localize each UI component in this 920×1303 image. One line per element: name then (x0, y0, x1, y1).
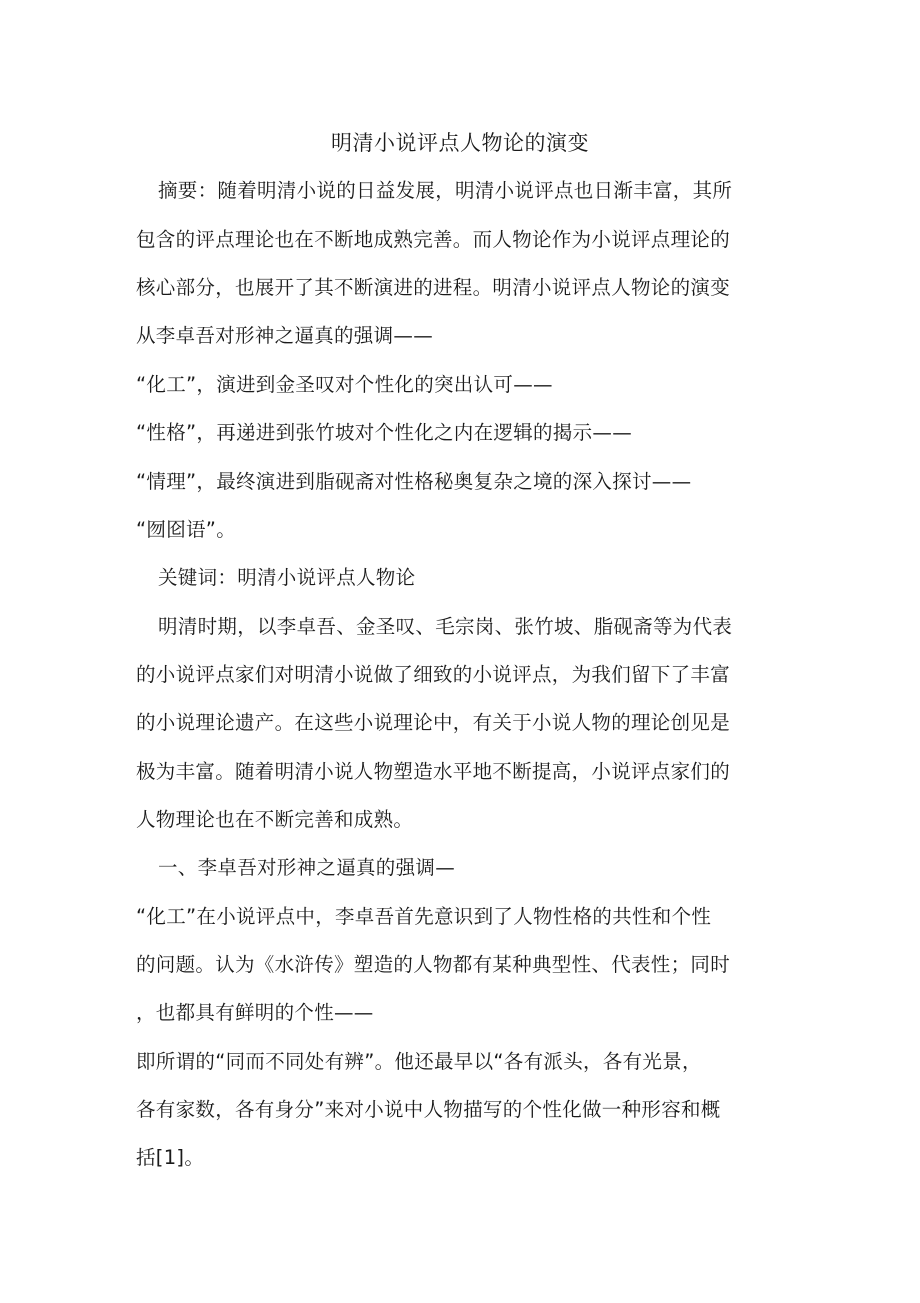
section-line-5: 各有家数，各有身分”来对小说中人物描写的个性化做一种形容和概 (136, 1098, 721, 1121)
body-line-1: 明清时期，以李卓吾、金圣叹、毛宗岗、张竹坡、脂砚斋等为代表 (158, 615, 733, 638)
body-line-4: 极为丰富。随着明清小说人物塑造水平地不断提高，小说评点家们的 (136, 760, 731, 783)
body-line-3: 的小说理论遗产。在这些小说理论中，有关于小说人物的理论创见是 (136, 711, 731, 734)
abstract-line-3: 核心部分，也展开了其不断演进的进程。明清小说评点人物论的演变 (136, 276, 731, 299)
section-line-3: ，也都具有鲜明的个性—— (136, 1001, 374, 1024)
document-title: 明清小说评点人物论的演变 (331, 131, 589, 155)
abstract-line-2: 包含的评点理论也在不断地成熟完善。而人物论作为小说评点理论的 (136, 228, 731, 251)
abstract-line-4: 从李卓吾对形神之逼真的强调—— (136, 324, 433, 347)
abstract-line-5: “化工”，演进到金圣叹对个性化的突出认可—— (136, 373, 553, 396)
section-line-1: “化工”在小说评点中，李卓吾首先意识到了人物性格的共性和个性 (136, 905, 712, 928)
body-line-2: 的小说评点家们对明清小说做了细致的小说评点，为我们留下了丰富 (136, 663, 731, 686)
section-line-4: 即所谓的“同而不同处有辨”。他还最早以“各有派头，各有光景， (136, 1050, 702, 1073)
abstract-line-1: 摘要：随着明清小说的日益发展，明清小说评点也日渐丰富，其所 (158, 179, 733, 202)
abstract-line-8: “囫囵语”。 (136, 518, 237, 541)
section-heading: 一、李卓吾对形神之逼真的强调— (158, 856, 456, 879)
section-line-2: 的问题。认为《水浒传》塑造的人物都有某种典型性、代表性；同时 (136, 953, 731, 976)
abstract-line-6: “性格”，再递进到张竹坡对个性化之内在逻辑的揭示—— (136, 421, 633, 444)
keywords-line: 关键词：明清小说评点人物论 (158, 566, 416, 589)
section-line-6: 括[1]。 (136, 1146, 205, 1169)
body-line-5: 人物理论也在不断完善和成熟。 (136, 808, 414, 831)
abstract-line-7: “情理”，最终演进到脂砚斋对性格秘奥复杂之境的深入探讨—— (136, 470, 692, 493)
